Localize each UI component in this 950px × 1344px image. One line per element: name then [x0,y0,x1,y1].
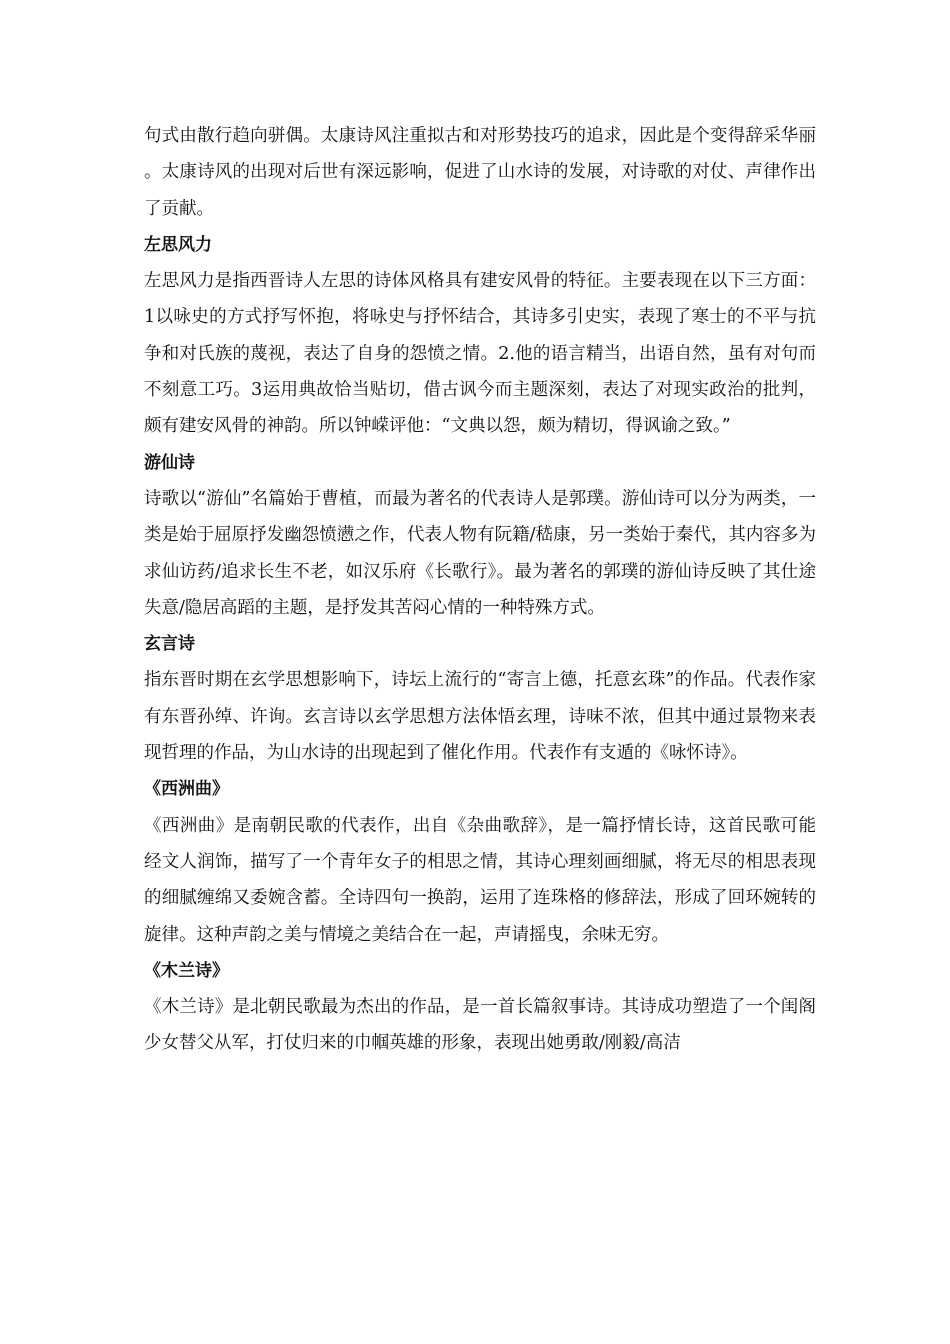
document-page [144,118,816,1062]
paragraph-youxian-shi: 诗歌以“游仙”名篇始于曹植，而最为著名的代表诗人是郭璞。游仙诗可以分为两类，一类是始于屈原抒发幽怨愤懑之作，代表人物有阮籍/嵇康，另一类始于秦代，其内容多为求仙访药/追求长生不老，如汉乐府《长歌行》。最为著名的郭璞的游仙诗反映了其仕途失意/隐居高蹈的主题，是抒发其苦闷心情的一种特殊方式。 [144,488,816,618]
heading-xizhou-qu: 《西洲曲》 [144,779,229,800]
paragraph-xizhou-qu: 《西洲曲》是南朝民歌的代表作，出自《杂曲歌辞》，是一篇抒情长诗，这首民歌可能经文人润饰，描写了一个青年女子的相思之情，其诗心理刻画细腻，将无尽的相思表现的细腻缠绵又委婉含蓄。全诗四句一换韵，运用了连珠格的修辞法，形成了回环婉转的旋律。这种声韵之美与情境之美结合在一起，声请摇曳，余味无穷。 [144,815,816,945]
paragraph-xuanyan-shi: 指东晋时期在玄学思想影响下，诗坛上流行的“寄言上德，托意玄珠”的作品。代表作家有东晋孙绰、许询。玄言诗以玄学思想方法体悟玄理，诗味不浓，但其中通过景物来表现哲理的作品，为山水诗的出现起到了催化作用。代表作有支遁的《咏怀诗》。 [144,670,816,764]
paragraph-mulan-shi: 《木兰诗》是北朝民歌最为杰出的作品，是一首长篇叙事诗。其诗成功塑造了一个闺阁少女替父从军，打仗归来的巾帼英雄的形象，表现出她勇敢/刚毅/高洁 [144,997,816,1054]
paragraph-zuosi-fengli: 左思风力是指西晋诗人左思的诗体风格具有建安风骨的特征。主要表现在以下三方面：1以咏史的方式抒写怀抱，将咏史与抒怀结合，其诗多引史实，表现了寒士的不平与抗争和对氏族的蔑视，表达了自身的怨愤之情。2.他的语言精当，出语自然，虽有对句而不刻意工巧。3运用典故恰当贴切，借古讽今而主题深刻，表达了对现实政治的批判，颇有建安风骨的神韵。所以钟嵘评他：“文典以怨，颇为精切，得讽谕之致。” [144,271,816,437]
paragraph-taikang-continuation: 句式由散行趋向骈偶。太康诗风注重拟古和对形势技巧的追求，因此是个变得辞采华丽。太康诗风的出现对后世有深远影响，促进了山水诗的发展，对诗歌的对仗、声律作出了贡献。 [144,126,816,219]
heading-mulan-shi: 《木兰诗》 [144,960,229,981]
heading-zuosi-fengli: 左思风力 [144,234,212,255]
heading-youxian-shi: 游仙诗 [144,452,195,473]
heading-xuanyan-shi: 玄言诗 [144,634,195,655]
